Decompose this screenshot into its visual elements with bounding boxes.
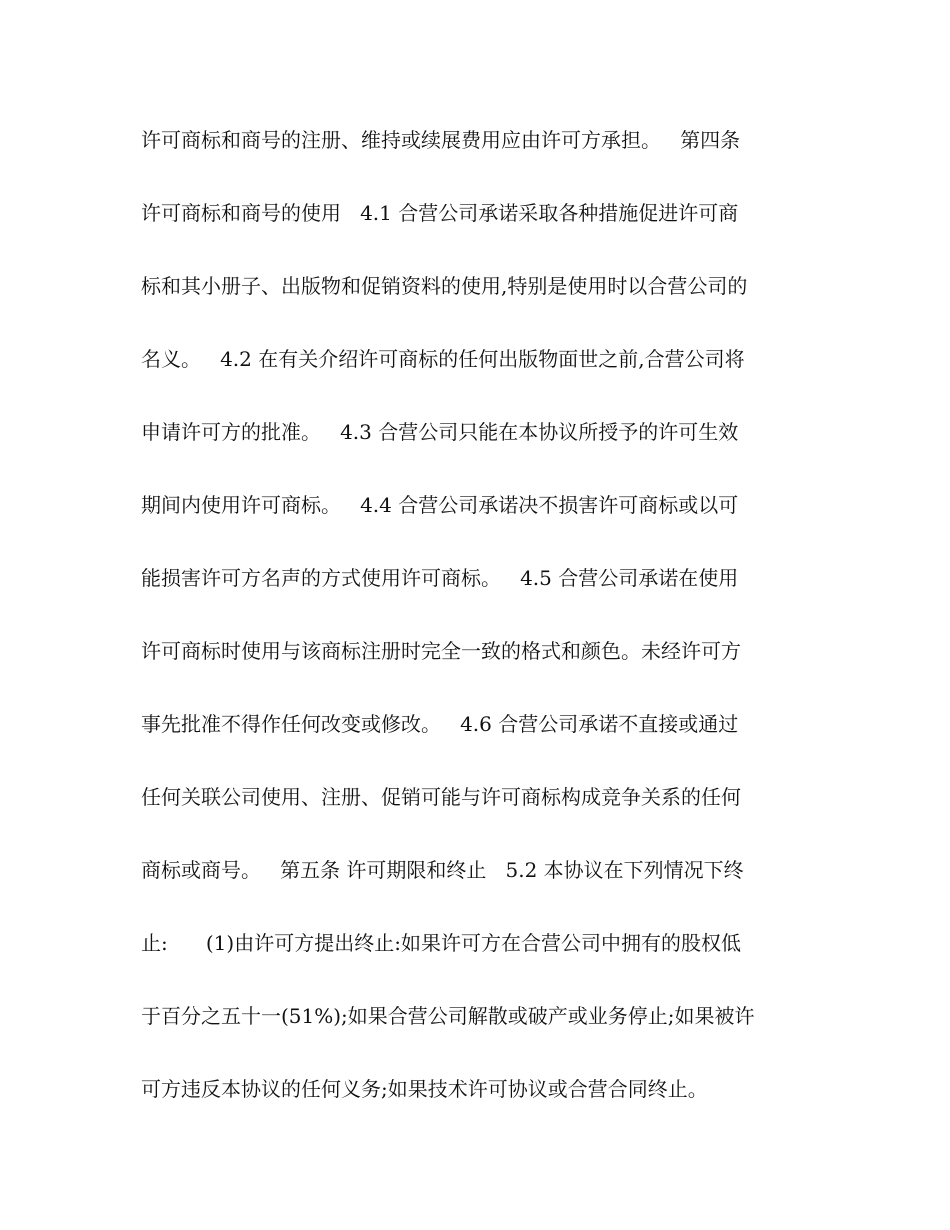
text-line: 名义。 4.2 在有关介绍许可商标的任何出版物面世之前,合营公司将 <box>141 347 745 371</box>
text-line: 标和其小册子、出版物和促销资料的使用,特别是使用时以合营公司的 <box>141 274 748 298</box>
text-line: 于百分之五十一(51%);如果合营公司解散或破产或业务停止;如果被许 <box>141 1004 755 1028</box>
text-line: 能损害许可方名声的方式使用许可商标。 4.5 合营公司承诺在使用 <box>141 566 739 590</box>
text-line: 商标或商号。 第五条 许可期限和终止 5.2 本协议在下列情况下终 <box>141 858 744 882</box>
text-line: 可方违反本协议的任何义务;如果技术许可协议或合营合同终止。 <box>141 1077 708 1101</box>
text-line: 事先批准不得作任何改变或修改。 4.6 合营公司承诺不直接或通过 <box>141 712 739 736</box>
text-line: 期间内使用许可商标。 4.4 合营公司承诺决不损害许可商标或以可 <box>141 493 739 517</box>
text-line: 任何关联公司使用、注册、促销可能与许可商标构成竞争关系的任何 <box>141 785 741 809</box>
text-line: 申请许可方的批准。 4.3 合营公司只能在本协议所授予的许可生效 <box>141 420 739 444</box>
text-line: 许可商标时使用与该商标注册时完全一致的格式和颜色。未经许可方 <box>141 639 741 663</box>
document-body <box>141 117 821 1139</box>
text-line: 许可商标和商号的使用 4.1 合营公司承诺采取各种措施促进许可商 <box>141 201 739 225</box>
text-line: 止: (1)由许可方提出终止:如果许可方在合营公司中拥有的股权低 <box>141 931 741 955</box>
text-line: 许可商标和商号的注册、维持或续展费用应由许可方承担。 第四条 <box>141 128 741 152</box>
